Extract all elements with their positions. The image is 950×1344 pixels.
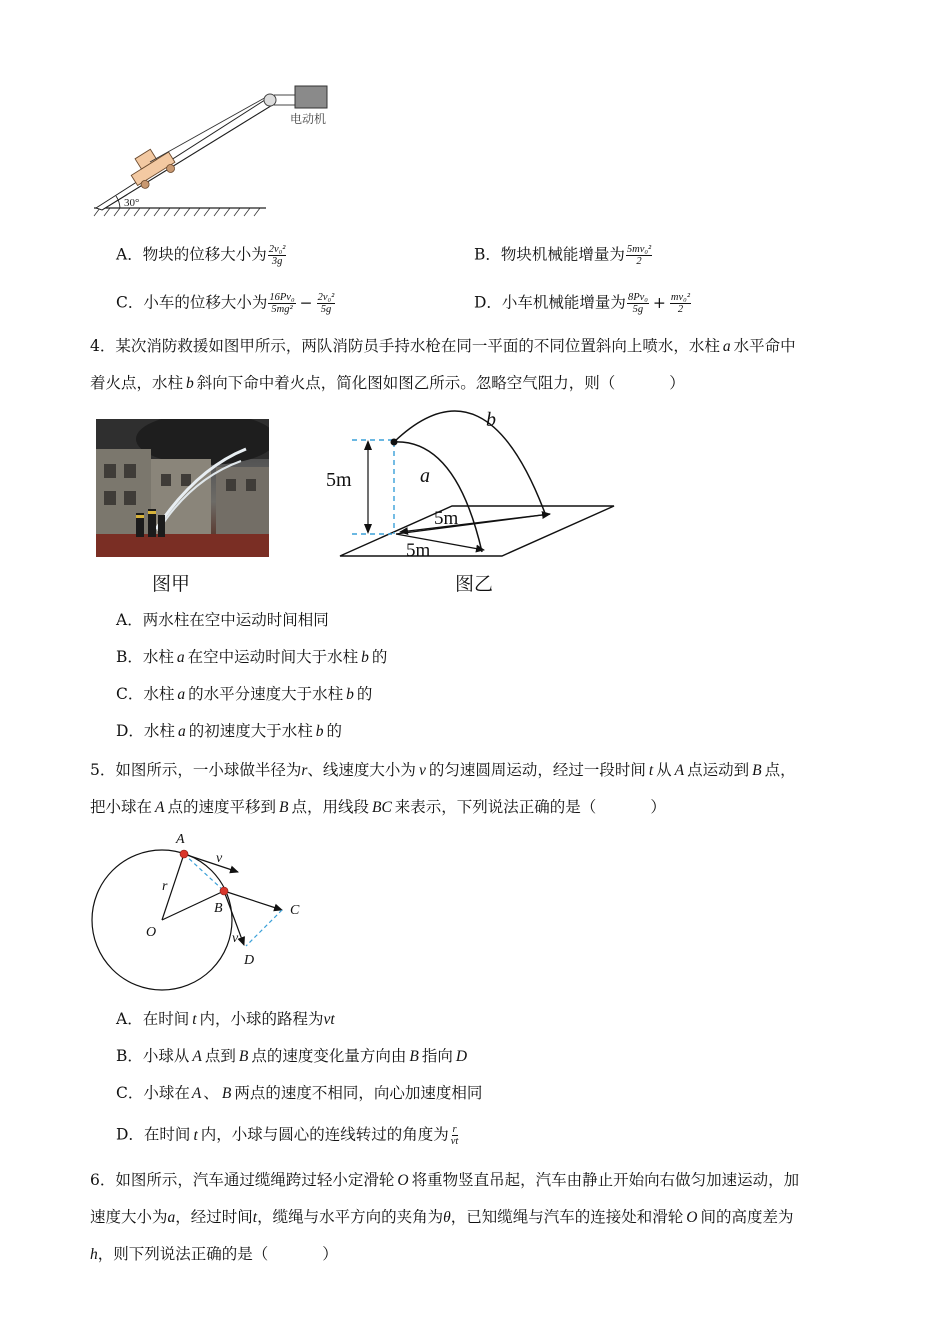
figure-yi-caption: 图乙: [455, 573, 494, 595]
point-c-label: C: [290, 903, 300, 918]
q3-option-c[interactable]: [116, 292, 336, 315]
q5-stem-line1: 5．如图所示，一小球做半径为r、线速度大小为 v 的匀速圆周运动，经过一段时间 t 从 A 点运动到 B 点，: [90, 761, 796, 779]
q3-option-b[interactable]: [474, 244, 653, 267]
q4-option-a[interactable]: A．两水柱在空中运动时间相同: [116, 611, 329, 629]
q5-stem-line2: 把小球在 A 点的速度平移到 B 点，用线段 BC 来表示，下列说法正确的是（ ）: [90, 798, 666, 816]
dist2-label: 5m: [406, 540, 431, 561]
q4-stem-line1: 4．某次消防救援如图甲所示，两队消防员手持水枪在同一平面的不同位置斜向上喷水，水柱 a 水平命中: [90, 337, 796, 355]
circular-motion-diagram: [86, 828, 336, 998]
motor-label: 电动机: [290, 112, 327, 126]
q3-option-d[interactable]: [474, 292, 692, 315]
q6-stem-line2: 速度大小为a，经过时间t，缆绳与水平方向的夹角为θ，已知缆绳与汽车的连接处和滑轮 O 间的高度差为: [90, 1208, 794, 1226]
firefighting-photo: [96, 419, 269, 557]
velocity-v2-label: v: [232, 931, 239, 946]
q3-option-d-frac1: $\frac{\text{8Pv₀}}{5g}$: [627, 292, 648, 315]
q5-option-b[interactable]: B．小球从 A 点到 B 点的速度变化量方向由 B 指向 D: [116, 1047, 468, 1065]
height-label: 5m: [326, 469, 352, 491]
incline-motor-figure: [90, 80, 350, 230]
dist1-label: 5m: [434, 508, 459, 529]
water-column-diagram: [326, 404, 626, 564]
q4-option-d[interactable]: D．水柱 a 的初速度大于水柱 b 的: [116, 722, 342, 740]
plus-sign: +: [652, 293, 666, 312]
q5-option-d[interactable]: D．在时间 t 内，小球与圆心的连线转过的角度为 $\frac{r}{vt}$: [116, 1124, 459, 1147]
angle-label: 30°: [124, 197, 140, 209]
q3-option-d-text: D．小车机械能增量为: [474, 293, 626, 312]
q4-option-b[interactable]: B．水柱 a 在空中运动时间大于水柱 b 的: [116, 648, 388, 666]
q3-option-c-frac1: $\frac{\text{16Pv₀}}{\text{5mg²}}$: [269, 292, 295, 315]
center-o-label: O: [146, 925, 157, 940]
curve-a-label: a: [420, 465, 430, 487]
q3-option-b-text: B．物块机械能增量为: [474, 245, 625, 264]
point-a-label: A: [176, 832, 185, 847]
curve-b-label: b: [486, 409, 496, 431]
velocity-v1-label: v: [216, 851, 223, 866]
figure-jia-caption: 图甲: [152, 573, 191, 595]
q4-stem-line2: 着火点，水柱 b 斜向下命中着火点，简化图如图乙所示。忽略空气阻力，则（ ）: [90, 374, 685, 392]
q6-stem-line3: h，则下列说法正确的是（ ）: [90, 1245, 338, 1263]
q3-option-c-text: C．小车的位移大小为: [116, 293, 268, 312]
q5-option-c[interactable]: C．小球在 A 、 B 两点的速度不相同，向心加速度相同: [116, 1084, 483, 1102]
q3-option-c-frac2: $\frac{\text{2v₀²}}{5g}$: [317, 292, 335, 315]
minus-sign: −: [299, 293, 313, 312]
q5-option-a[interactable]: A．在时间 t 内，小球的路程为vt: [116, 1010, 335, 1028]
point-b-label: B: [214, 901, 223, 916]
q3-option-d-frac2: $\frac{\text{mv₀²}}{2}$: [670, 292, 690, 315]
q6-stem-line1: 6．如图所示，汽车通过缆绳跨过轻小定滑轮 O 将重物竖直吊起，汽车由静止开始向右做匀加速运动，加: [90, 1171, 800, 1189]
q4-option-c[interactable]: C．水柱 a 的水平分速度大于水柱 b 的: [116, 685, 373, 703]
q3-option-b-frac: $\frac{\text{5mv₀²}}{2}$: [626, 244, 652, 267]
motor-box: [295, 86, 327, 108]
q3-option-a-frac: $\frac{\text{2v₀²}}{3g}$: [268, 244, 286, 267]
q5-option-d-frac: $\frac{r}{vt}$: [450, 1124, 459, 1147]
q3-option-a-text: A．物块的位移大小为: [116, 245, 267, 264]
point-d-label: D: [244, 953, 255, 968]
radius-r-label: r: [162, 879, 168, 894]
q3-option-a[interactable]: [116, 244, 287, 267]
